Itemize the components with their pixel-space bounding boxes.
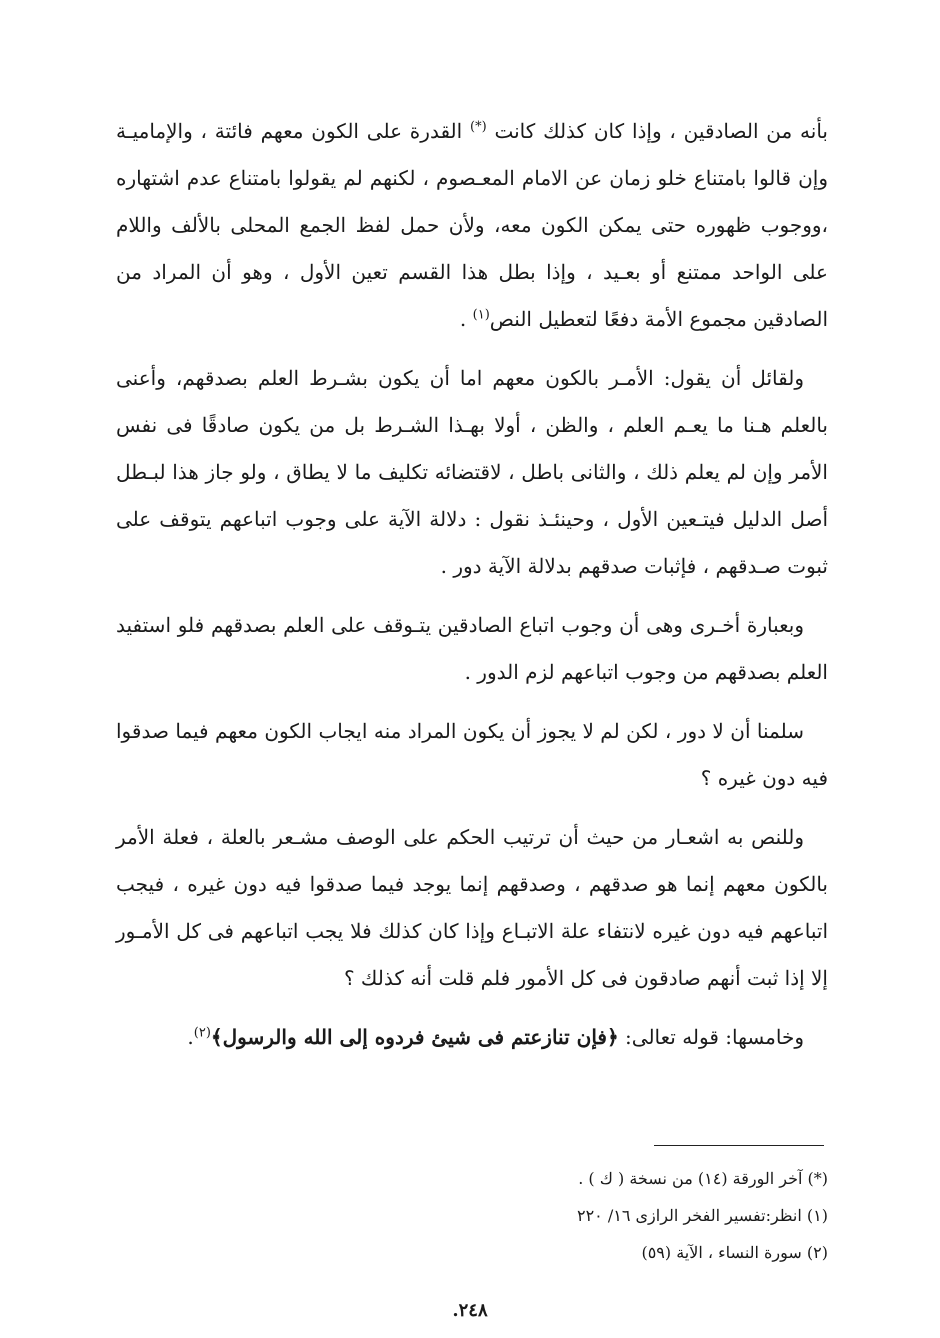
paragraph-text: . [459,307,473,331]
paragraph-text: القدرة على الكون معهم فائتة ، والإماميـة وإن قالوا بامتناع خلو زمان عن الامام المعـصوم ، لكنهم لم يقولوا بامتناع عدم اشتهاره ،ووجوب ظهوره حتى يمكن الكون معه، ولأن حمل لفظ الجمع المحلى بالألف واللام على الواحد ممتنع أو بعـيد ، وإذا بطل هذا القسم تعين الأول ، وهو أن المراد من الصادقين مجموع الأمة دفعًا لتعطيل النص [116,119,828,331]
footnotes [116,1160,828,1271]
footnote-marker: (١) [472,307,490,323]
quran-quote: ﴿فإن تنازعتم فى شيئ فردوه إلى الله والرسول﴾ [210,1025,619,1049]
footnote-2: (٢) سورة النساء ، الآية (٥٩) [641,1243,828,1262]
paragraph [116,355,828,590]
paragraph-text: وخامسها: قوله تعالى: [618,1025,804,1049]
footnote-star: (*) آخر الورقة (١٤) من نسخة ( ك ) . [578,1169,828,1188]
page-number: ٢٤٨. [452,1300,488,1321]
paragraph [116,814,828,1002]
footnote-marker: (*) [470,119,487,135]
paragraph-text: ولقائل أن يقول: الأمـر بالكون معهم اما أن يكون بشـرط العلم بصدقهم، وأعنى بالعلم هـنا ما يعـم العلم ، والظن ، أولا بهـذا الشـرط بل من يكون صادقًا فى نفس الأمر وإن لم يعلم ذلك ، والثانى باطل ، لاقتضائه تكليف ما لا يطاق ، ولو جاز هذا لبـطل أصل الدليل فيتـعين الأول ، وحينئـذ نقول : دلالة الآية على وجوب اتباعهم يتوقف على ثبوت صـدقهم ، فإثبات صدقهم بدلالة الآية دور . [116,366,828,578]
paragraph [116,708,828,802]
paragraph [116,602,828,696]
paragraph [116,108,828,343]
paragraph-text: . [187,1025,194,1049]
footnote-separator [654,1145,824,1146]
paragraph-text: وبعبارة أخـرى وهى أن وجوب اتباع الصادقين يتـوقف على العلم بصدقهم فلو استفيد العلم بصدقهم من وجوب اتباعهم لزم الدور . [116,613,828,684]
body-text [116,108,828,1073]
paragraph [116,1014,828,1061]
paragraph-text: بأنه من الصادقين ، وإذا كان كذلك كانت [486,119,828,143]
paragraph-text: وللنص به اشعـار من حيث أن ترتيب الحكم على الوصف مشـعر بالعلة ، فعلة الأمر بالكون معهم إنما هو صدقهم ، وصدقهم إنما يوجد فيما صدقوا فيه دون غيره ، فيجب اتباعهم فيه دون غيره لانتفاء علة الاتبـاع وإذا كان كذلك فلا يجب اتباعهم فى كل الأمـور إلا إذا ثبت أنهم صادقون فى كل الأمور فلم قلت أنه كذلك ؟ [116,825,829,990]
footnote-1: (١) انظر:تفسير الفخر الرازى ١٦/ ٢٢٠ [576,1206,828,1225]
footnote-marker: (٢) [193,1025,211,1041]
paragraph-text: سلمنا أن لا دور ، لكن لم لا يجوز أن يكون المراد منه ايجاب الكون معهم فيما صدقوا فيه دون غيره ؟ [116,719,828,790]
